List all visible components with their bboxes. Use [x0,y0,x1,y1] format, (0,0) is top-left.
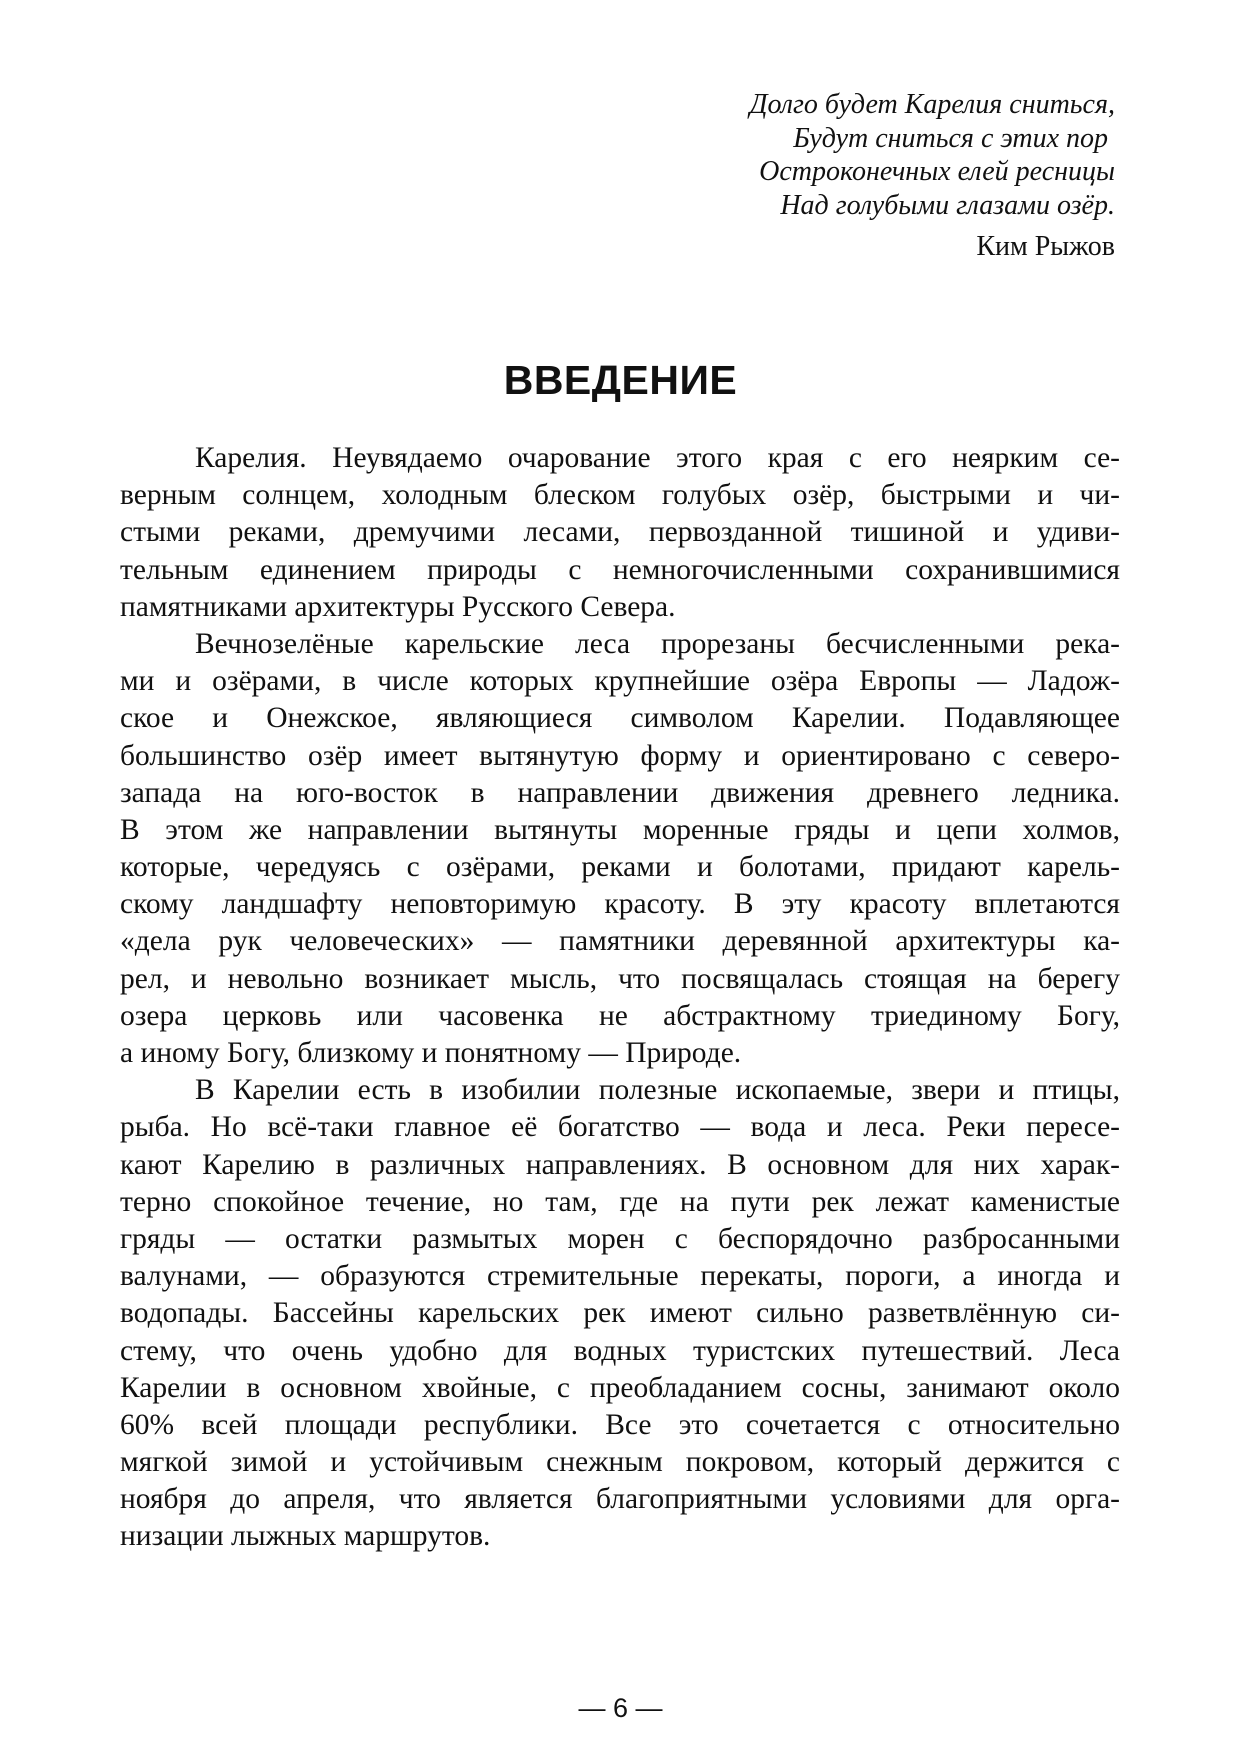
paragraph-line: озера церковь или часовенка не абстрактному триединому Богу, [120,999,1120,1032]
paragraph-line: «дела рук человеческих» — памятники деревянной архитектуры ка- [120,925,1120,958]
paragraph-line: В этом же направлении вытянуты моренные гряды и цепи холмов, [120,813,1120,846]
paragraph-line: низации лыжных маршрутов. [120,1520,491,1553]
paragraph-line: большинство озёр имеет вытянутую форму и ориентировано с северо- [120,739,1120,772]
chapter-title: ВВЕДЕНИЕ [503,357,738,403]
paragraph-line: стему, что очень удобно для водных туристских путешествий. Леса [120,1334,1120,1367]
paragraph-line: памятниками архитектуры Русского Севера. [120,590,676,623]
paragraph-line: валунами, — образуются стремительные перекаты, пороги, а иногда и [120,1260,1120,1293]
paragraph-line: рыба. Но всё-таки главное её богатство — вода и леса. Реки пересе- [120,1111,1120,1144]
paragraph-line: верным солнцем, холодным блеском голубых озёр, быстрыми и чи- [120,479,1120,512]
paragraph-line: ми и озёрами, в числе которых крупнейшие озёра Европы — Ладож- [120,665,1120,698]
paragraph-line: мягкой зимой и устойчивым снежным покровом, который держится с [120,1446,1120,1479]
paragraph [120,626,1120,1072]
paragraph-line: терно спокойное течение, но там, где на пути рек лежат каменистые [120,1185,1120,1218]
epigraph-author: Ким Рыжов [976,231,1115,262]
paragraph-line: тельным единением природы с немногочисленными сохранившимися [120,553,1120,586]
paragraph-line: кают Карелию в различных направлениях. В основном для них харак- [120,1148,1120,1181]
paragraph-line: ноября до апреля, что является благоприятными условиями для орга- [120,1483,1120,1516]
epigraph [555,88,1115,263]
page-number: — 6 — [578,1693,663,1723]
epigraph-line: Долго будет Карелия сниться, [749,89,1115,120]
paragraph-line: гряды — остатки размытых морен с беспорядочно разбросанными [120,1222,1120,1255]
paragraph-line: запада на юго-восток в направлении движения древнего ледника. [120,776,1120,809]
paragraph-line: ское и Онежское, являющиеся символом Карелии. Подавляющее [120,702,1120,735]
paragraph-line: Вечнозелёные карельские леса прорезаны бесчисленными река- [195,627,1120,660]
paragraph-line: 60% всей площади республики. Все это сочетается с относительно [120,1408,1120,1441]
paragraph-line: Карелия. Неувядаемо очарование этого края с его неярким се- [195,442,1120,474]
epigraph-line: Над голубыми глазами озёр. [780,189,1115,221]
paragraph-line: В Карелии есть в изобилии полезные ископаемые, звери и птицы, [195,1074,1120,1107]
paragraph-line: а иному Богу, близкому и понятному — Природе. [120,1037,742,1069]
paragraph [120,1072,1120,1555]
epigraph-line: Будут сниться с этих пор [793,122,1115,154]
paragraph-line: стыми реками, дремучими лесами, первозданной тишиной и удиви- [120,516,1120,549]
paragraph-line: скому ландшафту неповторимую красоту. В эту красоту вплетаются [120,888,1120,921]
paragraph [120,440,1120,626]
paragraph-line: которые, чередуясь с озёрами, реками и болотами, придают карель- [120,851,1120,884]
paragraph-line: Карелии в основном хвойные, с преобладанием сосны, занимают около [120,1371,1120,1404]
epigraph-line: Остроконечных елей ресницы [759,156,1115,187]
paragraph-line: рел, и невольно возникает мысль, что посвящалась стоящая на берегу [120,962,1120,995]
body-text [120,440,1120,1556]
paragraph-line: водопады. Бассейны карельских рек имеют сильно разветвлённую си- [120,1297,1120,1330]
